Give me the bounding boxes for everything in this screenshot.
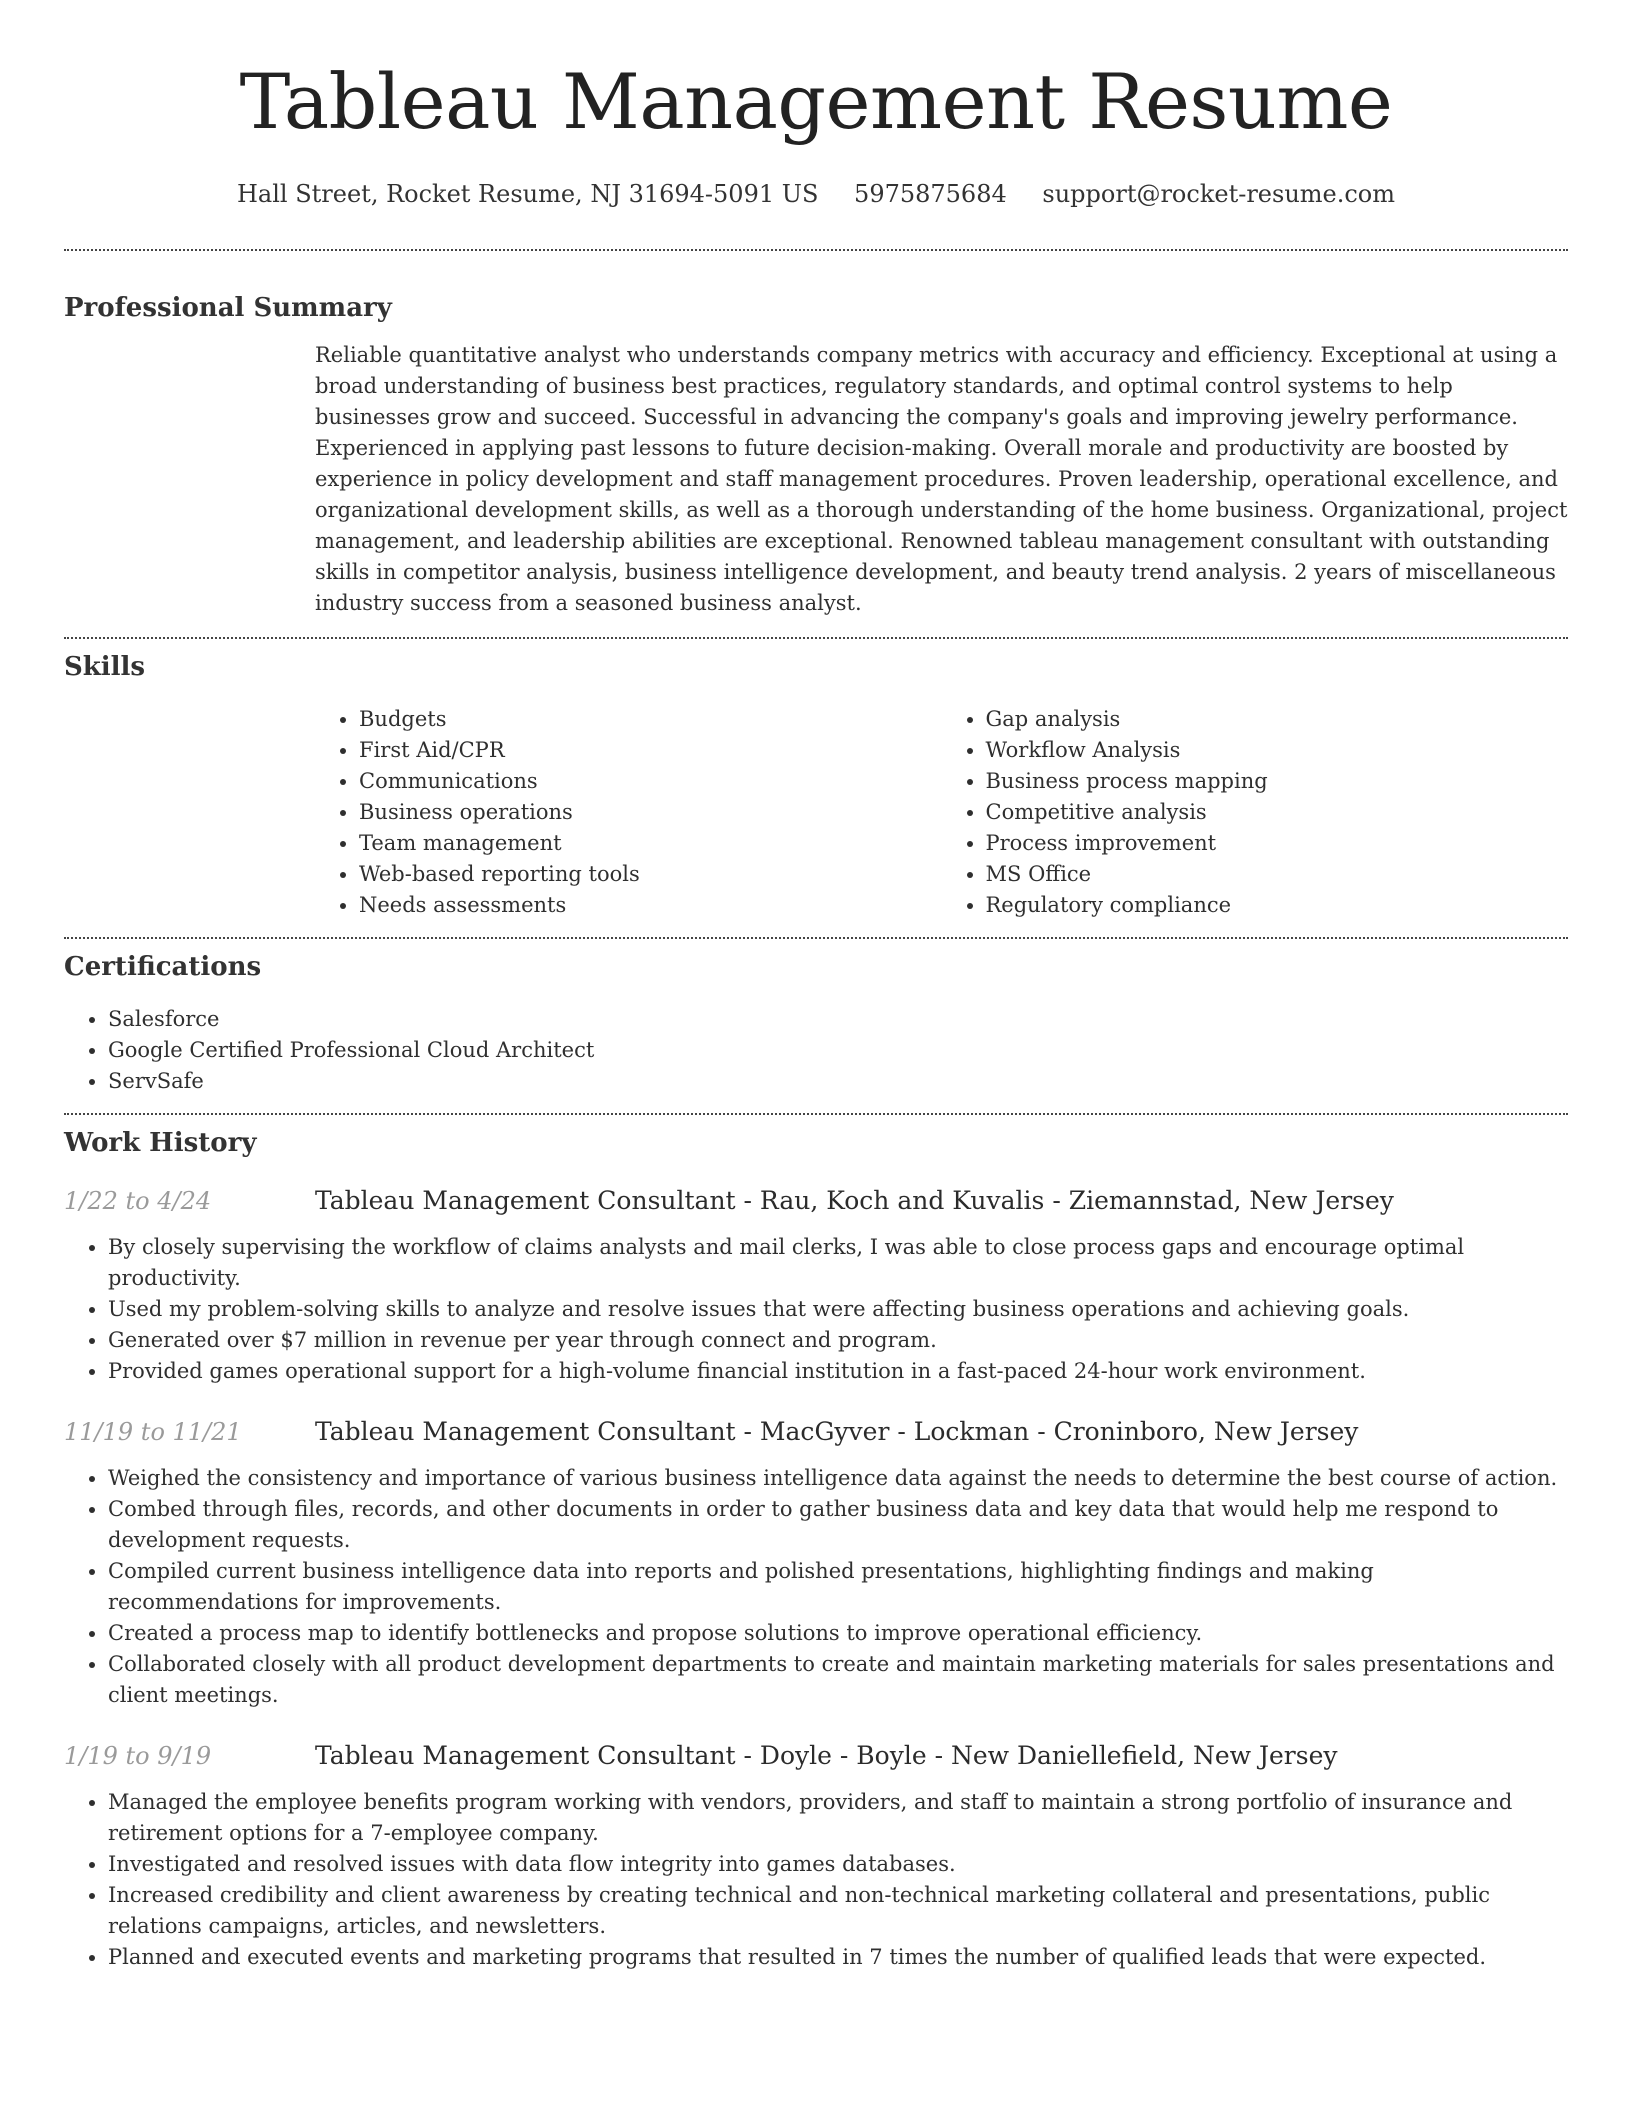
job-bullet: • Investigated and resolved issues with data flow integrity into games databases. xyxy=(108,1849,1568,1880)
skill-item: • Business process mapping xyxy=(986,766,1569,797)
skill-item: • Competitive analysis xyxy=(986,797,1569,828)
skills-column-right xyxy=(942,704,1569,921)
job-bullet: • Increased credibility and client awareness by creating technical and non-technical marketing collateral and presentations, public relations campaigns, articles, and newsletters. xyxy=(108,1880,1568,1942)
job-bullets xyxy=(64,1232,1568,1387)
job-entry xyxy=(64,1739,1568,1973)
work-heading: Work History xyxy=(64,1128,257,1158)
job-bullet: • Combed through files, records, and other documents in order to gather business data and key data that would help me respond to development requests. xyxy=(108,1494,1568,1556)
skill-item: • MS Office xyxy=(986,859,1569,890)
job-bullet: • Collaborated closely with all product development departments to create and maintain marketing materials for sales presentations and client meetings. xyxy=(108,1649,1568,1711)
certification-item: • Google Certified Professional Cloud Architect xyxy=(108,1035,1568,1066)
contact-info xyxy=(64,178,1568,210)
skill-item: • Web-based reporting tools xyxy=(359,859,942,890)
job-bullet: • Compiled current business intelligence data into reports and polished presentations, highlighting findings and making recommendations for improvements. xyxy=(108,1556,1568,1618)
resume-title: Tableau Management Resume xyxy=(239,57,1393,146)
certifications-section xyxy=(64,939,1568,1097)
contact-address: Hall Street, Rocket Resume, NJ 31694-5091 US xyxy=(236,180,819,208)
job-bullet: • Used my problem-solving skills to analyze and resolve issues that were affecting business operations and achieving goals. xyxy=(108,1294,1568,1325)
skill-item: • Communications xyxy=(359,766,942,797)
skill-item: • First Aid/CPR xyxy=(359,735,942,766)
job-bullets xyxy=(64,1463,1568,1711)
skills-section xyxy=(64,639,1568,921)
job-entry xyxy=(64,1415,1568,1711)
job-dates: 1/19 to 9/19 xyxy=(64,1742,212,1770)
job-title: Tableau Management Consultant - MacGyver - Lockman - Croninboro, New Jersey xyxy=(315,1417,1359,1446)
skill-item: • Needs assessments xyxy=(359,890,942,921)
skill-item: • Gap analysis xyxy=(986,704,1569,735)
contact-email[interactable]: support@rocket-resume.com xyxy=(1042,180,1396,208)
summary-heading: Professional Summary xyxy=(64,293,392,323)
job-bullet: • Planned and executed events and marketing programs that resulted in 7 times the number of qualified leads that were expected. xyxy=(108,1942,1568,1973)
job-bullet: • By closely supervising the workflow of claims analysts and mail clerks, I was able to close process gaps and encourage optimal productivity. xyxy=(108,1232,1568,1294)
summary-text: Reliable quantitative analyst who understands company metrics with accuracy and efficiency. Exceptional at using a broad understanding of business best practices, regulatory standards, and optimal control systems to help businesses grow and succeed. Successful in advancing the company's goals and improving jewelry performance. Experienced in applying past lessons to future decision-making. Overall morale and productivity are boosted by experience in policy development and staff management procedures. Proven leadership, operational excellence, and organizational development skills, as well as a thorough understanding of the home business. Organizational, project management, and leadership abilities are exceptional. Renowned tableau management consultant with outstanding skills in competitor analysis, business intelligence development, and beauty trend analysis. 2 years of miscellaneous industry success from a seasoned business analyst. xyxy=(315,343,1568,615)
certifications-list xyxy=(64,1004,1568,1097)
job-dates: 11/19 to 11/21 xyxy=(64,1418,242,1446)
skill-item: • Team management xyxy=(359,828,942,859)
job-title: Tableau Management Consultant - Doyle - Boyle - New Daniellefield, New Jersey xyxy=(315,1741,1338,1770)
resume-page xyxy=(64,0,1568,1973)
contact-phone[interactable]: 5975875684 xyxy=(854,180,1007,208)
certifications-heading: Certifications xyxy=(64,952,262,982)
job-entry xyxy=(64,1184,1568,1387)
skill-item: • Regulatory compliance xyxy=(986,890,1569,921)
skill-item: • Business operations xyxy=(359,797,942,828)
skills-list xyxy=(315,704,1568,921)
certification-item: • Salesforce xyxy=(108,1004,1568,1035)
skill-item: • Process improvement xyxy=(986,828,1569,859)
skill-item: • Workflow Analysis xyxy=(986,735,1569,766)
job-dates: 1/22 to 4/24 xyxy=(64,1187,212,1215)
skills-column-left xyxy=(315,704,942,921)
job-bullet: • Provided games operational support for a high-volume financial institution in a fast-paced 24-hour work environment. xyxy=(108,1356,1568,1387)
skill-item: • Budgets xyxy=(359,704,942,735)
job-bullet: • Generated over $7 million in revenue per year through connect and program. xyxy=(108,1325,1568,1356)
job-bullets xyxy=(64,1787,1568,1973)
job-bullet: • Created a process map to identify bottlenecks and propose solutions to improve operational efficiency. xyxy=(108,1618,1568,1649)
job-bullet: • Weighed the consistency and importance of various business intelligence data against the needs to determine the best course of action. xyxy=(108,1463,1568,1494)
job-title: Tableau Management Consultant - Rau, Koch and Kuvalis - Ziemannstad, New Jersey xyxy=(315,1186,1394,1215)
work-section xyxy=(64,1115,1568,1973)
summary-section xyxy=(64,251,1568,619)
certification-item: • ServSafe xyxy=(108,1066,1568,1097)
skills-heading: Skills xyxy=(64,652,146,682)
job-bullet: • Managed the employee benefits program working with vendors, providers, and staff to maintain a strong portfolio of insurance and retirement options for a 7-employee company. xyxy=(108,1787,1568,1849)
